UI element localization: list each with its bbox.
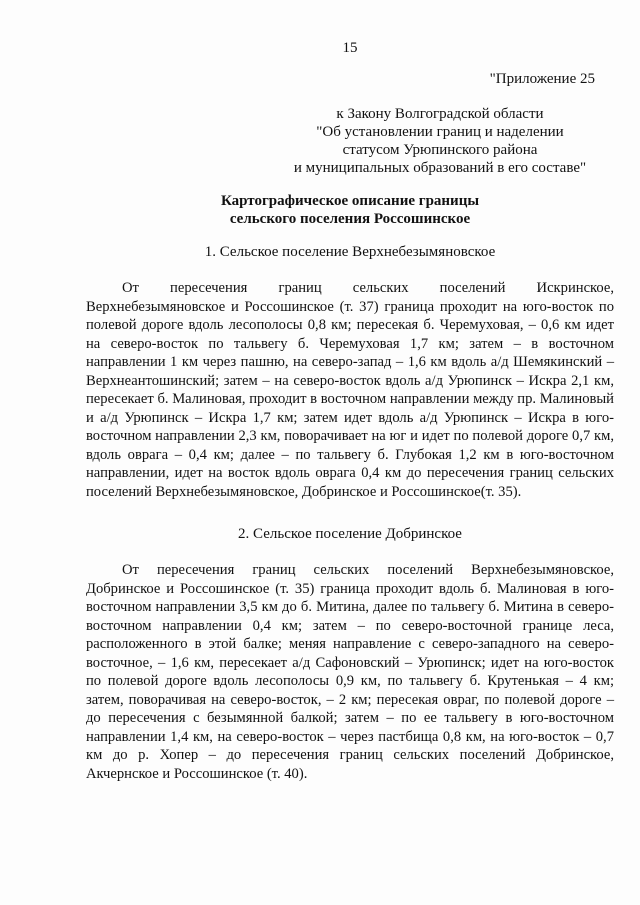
document-title xyxy=(0,192,640,228)
document-title-line: Картографическое описание границы xyxy=(220,193,480,209)
appendix-line: и муниципальных образований в его составе" xyxy=(293,160,587,176)
section-text-1: От пересечения границ сельских поселений Искринское, Верхнебезымяновское и Россошинское (т. 37) граница проходит на юго-восток по полевой дороге вдоль лесополосы 0,8 км; пересекая б. Черемуховая, – 0,6 км идет на северо-восток по тальвегу б. Черемуховая 1,7 км; затем – в восточном направлении 1 км через пашню, на северо-запад – 1,6 км вдоль а/д Шемякинский – Верхнеантошинский; затем – на северо-восток вдоль а/д Урюпинск – Искра 2,1 км, пересекает б. Малиновая, проходит в восточном направлении между пр. Малиновый и а/д Урюпинск – Искра 1,7 км; затем идет вдоль а/д Урюпинск – Искра в юго-восточном направлении 2,3 км, поворачивает на юг и идет по полевой дороге 0,7 км, вдоль оврага – 0,4 км; далее – по тальвегу б. Глубокая 1,2 км в юго-восточном направлении, идет на восток вдоль оврага 0,4 км до пересечения границ сельских поселений Верхнебезымяновское, Добринское и Россошинское(т. 35). xyxy=(86,280,614,500)
document-title-line: сельского поселения Россошинское xyxy=(229,211,471,227)
appendix-line: "Об установлении границ и наделении xyxy=(316,124,564,140)
section-text-2: От пересечения границ сельских поселений Верхнебезымяновское, Добринское и Россошинское (т. 35) граница проходит вдоль б. Малиновая в юго-восточном направлении 3,5 км до б. Митина, далее по тальвегу б. Митина в северо-восточном направлении 0,4 км; затем – по северо-восточной границе леса, расположенного в этой балке; меняя направление с северо-западного на северо-восточное, – 1,6 км, пересекает а/д Сафоновский – Урюпинск; идет на юго-восток по полевой дороге вдоль лесополосы 0,9 км, по тальвегу б. Крутенькая – 4 км; затем, поворачивая на северо-восток, – 2 км; пересекая овраг, по полевой дороге – до пересечения с безымянной балкой; затем – по ее тальвегу в юго-восточном направлении 1,4 км, на северо-восток – через пастбища 0,8 км, на юго-восток – 0,7 км до р. Хопер – до пересечения границ сельских поселений Добринское, Акчернское и Россошинское (т. 40). xyxy=(86,562,614,782)
section-heading-2: 2. Сельское поселение Добринское xyxy=(238,526,462,542)
appendix-label: "Приложение 25 xyxy=(489,71,595,87)
section-heading-1: 1. Сельское поселение Верхнебезымяновское xyxy=(204,244,496,260)
appendix-reference xyxy=(250,105,630,177)
appendix-line: к Закону Волгоградской области xyxy=(336,106,544,122)
appendix-line: статусом Урюпинского района xyxy=(342,142,538,158)
page-number: 15 xyxy=(342,40,358,56)
